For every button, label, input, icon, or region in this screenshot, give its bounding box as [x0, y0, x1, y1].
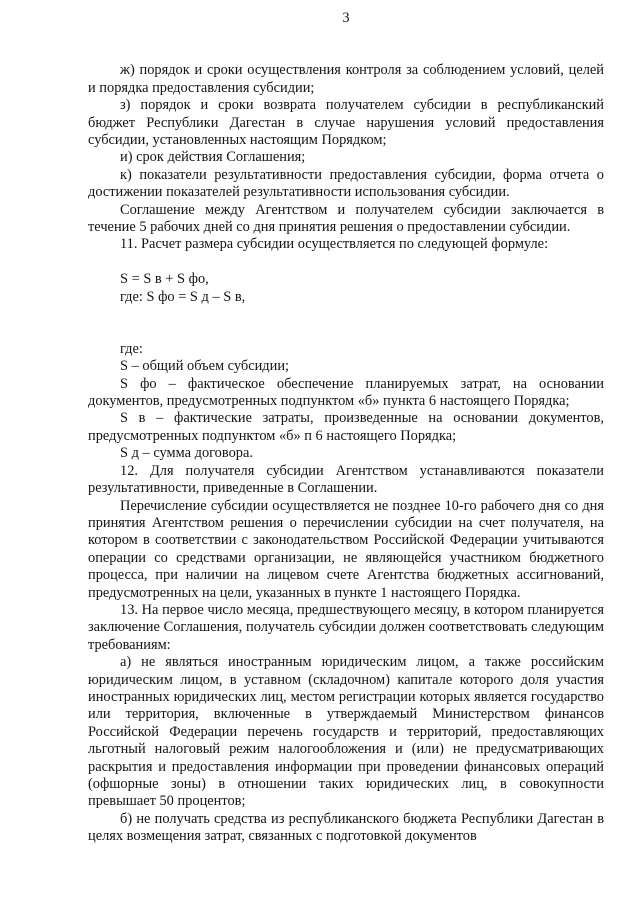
- legend-item-s: S – общий объем субсидии;: [120, 358, 290, 375]
- legend-item-s-d: S д – сумма договора.: [120, 445, 253, 462]
- paragraph-a: а) не являться иностранным юридическим лицом, а также российским юридическим лицом, в уставном (складочном) капитале которого доля участия иностранных юридических лиц, местом регистрации которых является государство или территория, включенные в утверждаемый Министерством финансов Российской Федерации перечень государств и территорий, предоставляющих льготный налоговый режим налогообложения и (или) не предусматривающих раскрытия и предоставления информации при проведении финансовых операций (офшорные зоны) в отношении таких юридических лиц, в совокупности превышает 50 процентов;: [88, 654, 604, 810]
- paragraph-b: б) не получать средства из республиканского бюджета Республики Дагестан в целях возмещения затрат, связанных с подготовкой документов: [88, 810, 604, 845]
- spacer: [88, 254, 604, 271]
- paragraph-z: з) порядок и сроки возврата получателем субсидии в республиканский бюджет Республики Дагестан в случае нарушения условий предоставления субсидии, установленных настоящим Порядком;: [88, 97, 604, 149]
- paragraph-k: к) показатели результативности предоставления субсидии, форма отчета о достижении показателей результативности использования субсидии.: [88, 166, 604, 201]
- legend-item-s-v: S в – фактические затраты, произведенные на основании документов, предусмотренных подпунктом «б» п 6 настоящего Порядка;: [88, 410, 604, 444]
- formula-where: где: S фо = S д – S в,: [120, 288, 246, 305]
- page-number: 3: [342, 10, 350, 26]
- paragraph-zh: ж) порядок и сроки осуществления контроля за соблюдением условий, целей и порядка предоставления субсидии;: [88, 62, 604, 96]
- legend-item-s-fo: S фо – фактическое обеспечение планируемых затрат, на основании документов, предусмотренных подпунктом «б» пункта 6 настоящего Порядка;: [88, 375, 604, 410]
- legend-where-label: где:: [120, 340, 143, 357]
- paragraph-transfer: Перечисление субсидии осуществляется не позднее 10-го рабочего дня со дня принятия Агентством решения о перечислении субсидии на счет получателя, на котором в соответствии с законодательством Российской Федерации учитываются операции со средствами организации, не являющейся участником бюджетного процесса, при наличии на лицевом счете Агентства бюджетных ассигнований, предусмотренных на цели, указанных в пункте 1 настоящего Порядка.: [88, 497, 604, 601]
- paragraph-agreement: Соглашение между Агентством и получателем субсидии заключается в течение 5 рабочих дней со дня принятия решения о предоставлении субсидии.: [88, 201, 604, 236]
- paragraph-13: 13. На первое число месяца, предшествующего месяцу, в котором планируется заключение Соглашения, получатель субсидии должен соответствовать следующим требованиям:: [88, 601, 604, 653]
- spacer: [88, 306, 604, 323]
- spacer: [88, 323, 604, 340]
- formula-main: S = S в + S фо,: [120, 271, 209, 288]
- paragraph-11: 11. Расчет размера субсидии осуществляется по следующей формуле:: [120, 236, 549, 253]
- paragraph-12: 12. Для получателя субсидии Агентством устанавливаются показатели результативности, приведенные в Соглашении.: [88, 462, 604, 497]
- paragraph-i: и) срок действия Соглашения;: [120, 149, 306, 166]
